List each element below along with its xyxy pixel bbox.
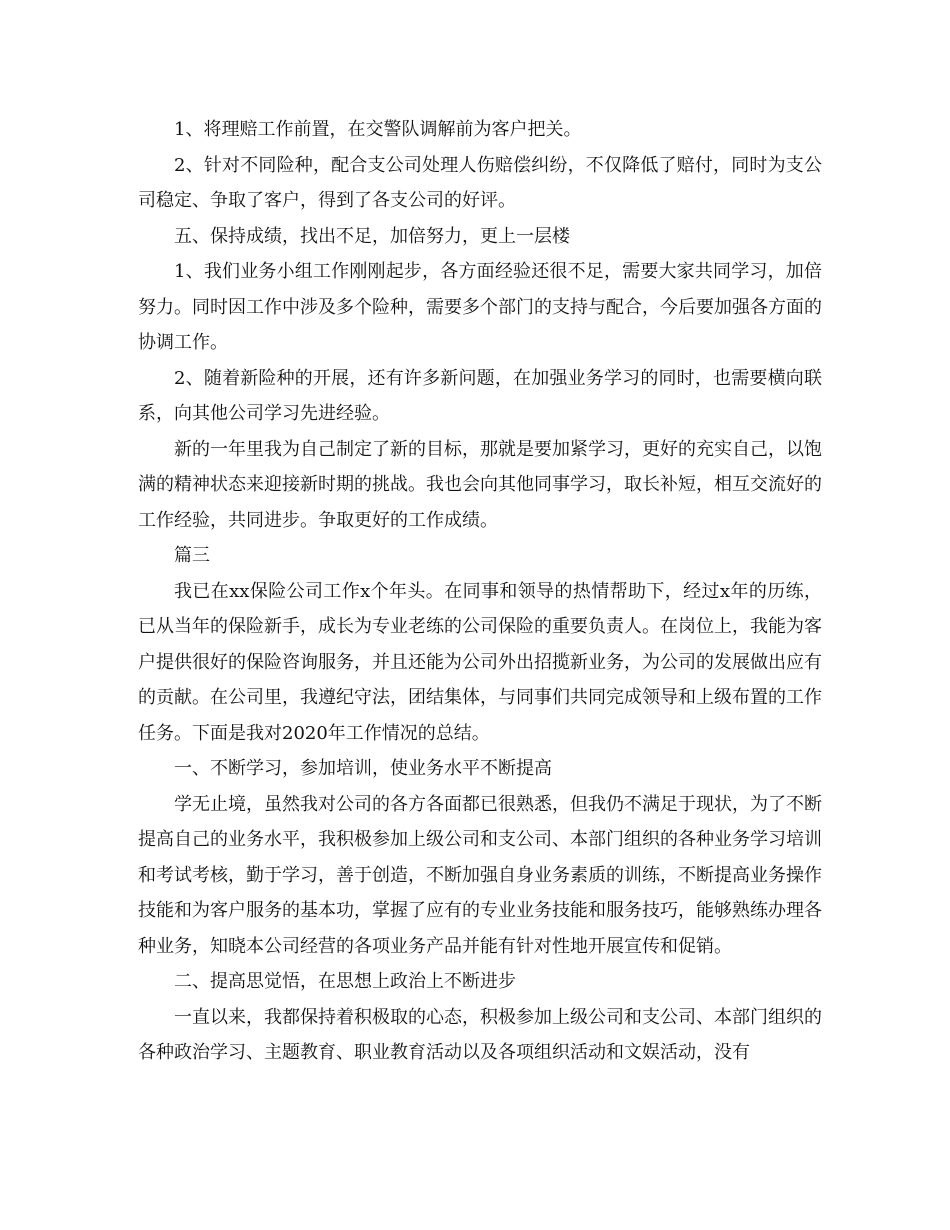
document-body — [138, 112, 822, 1071]
paragraph-5: 新的一年里我为自己制定了新的目标，那就是要加紧学习，更好的充实自己，以饱满的精神状态来迎接新时期的挑战。我也会向其他同事学习，取长补短，相互交流好的工作经验，共同进步。争取更好的工作成绩。 — [138, 438, 822, 531]
paragraph-7: 学无止境，虽然我对公司的各方各面都已很熟悉，但我仍不满足于现状，为了不断提高自己的业务水平，我积极参加上级公司和支公司、本部门组织的各种业务学习培训和考试考核，勤于学习，善于创造，不断加强自身业务素质的训练，不断提高业务操作技能和为客户服务的基本功，掌握了应有的专业业务技能和服务技巧，能够熟练办理各种业务，知晓本公司经营的各项业务产品并能有针对性地开展宣传和促销。 — [138, 793, 822, 957]
paragraph-8: 一直以来，我都保持着积极取的心态，积极参加上级公司和支公司、本部门组织的各种政治学习、主题教育、职业教育活动以及各项组织活动和文娱活动，没有 — [138, 1006, 822, 1063]
paragraph-2: 2、针对不同险种，配合支公司处理人伤赔偿纠纷，不仅降低了赔付，同时为支公司稳定、争取了客户，得到了各支公司的好评。 — [138, 154, 822, 211]
chapter-heading-3: 篇三 — [174, 545, 210, 566]
paragraph-3: 1、我们业务小组工作刚刚起步，各方面经验还很不足，需要大家共同学习，加倍努力。同时因工作中涉及多个险种，需要多个部门的支持与配合，今后要加强各方面的协调工作。 — [138, 261, 822, 353]
section-heading-2: 二、提高思觉悟，在思想上政治上不断进步 — [174, 971, 516, 992]
paragraph-6: 我已在xx保险公司工作x个年头。在同事和领导的热情帮助下，经过x年的历练，已从当年的保险新手，成长为专业老练的公司保险的重要负责人。在岗位上，我能为客户提供很好的保险咨询服务，并且还能为公司外出招揽新业务，为公司的发展做出应有的贡献。在公司里，我遵纪守法，团结集体，与同事们共同完成领导和上级布置的工作任务。下面是我对2020年工作情况的总结。 — [138, 580, 822, 744]
paragraph-1: 1、将理赔工作前置，在交警队调解前为客户把关。 — [174, 119, 582, 140]
section-heading-1: 一、不断学习，参加培训，使业务水平不断提高 — [174, 758, 552, 779]
section-heading-5: 五、保持成绩，找出不足，加倍努力，更上一层楼 — [174, 225, 570, 247]
paragraph-4: 2、随着新险种的开展，还有许多新问题，在加强业务学习的同时，也需要横向联系，向其他公司学习先进经验。 — [138, 367, 822, 424]
